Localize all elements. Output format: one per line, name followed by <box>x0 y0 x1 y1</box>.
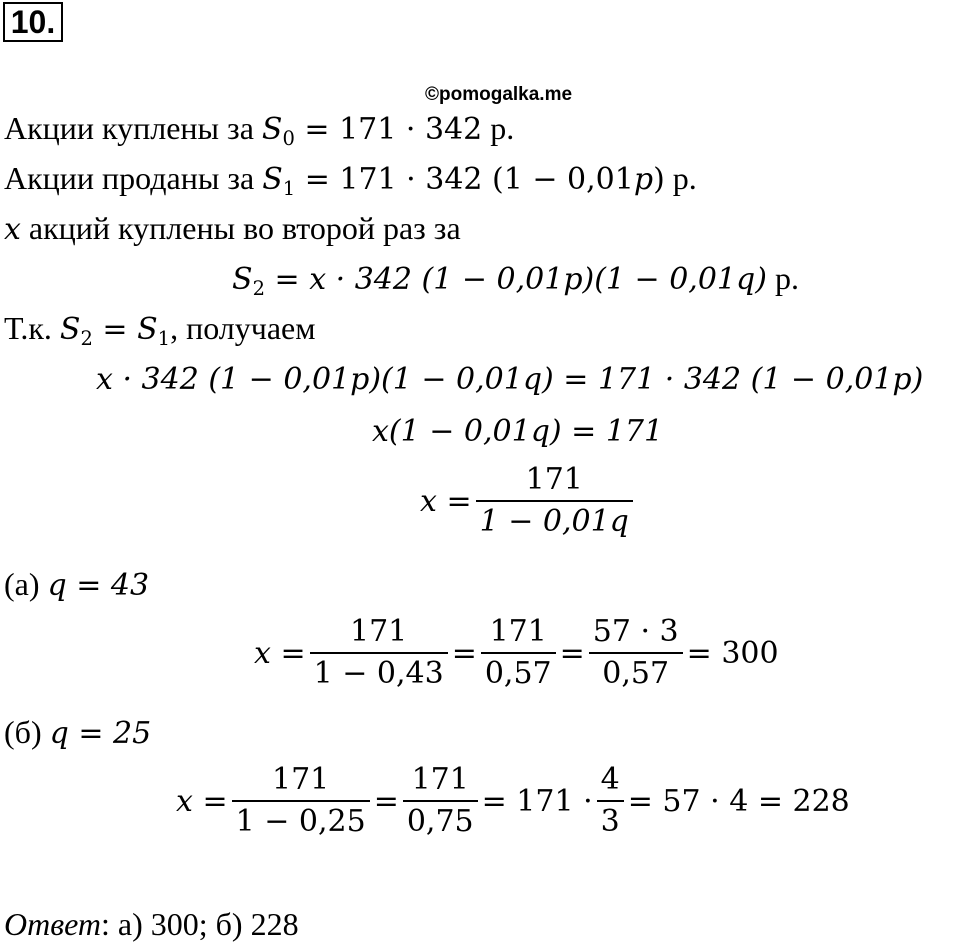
equation-3 <box>420 462 637 540</box>
fraction-numerator: 171 <box>272 762 330 797</box>
var-s: S <box>262 162 283 197</box>
paren-close: ) <box>653 162 665 197</box>
fraction-denominator: 3 <box>600 804 620 839</box>
var-p: p <box>633 162 654 197</box>
fraction-numerator: 171 <box>489 614 547 649</box>
equation-2: x(1 − 0,01q) = 171 <box>372 414 664 449</box>
fraction <box>232 762 370 840</box>
fraction <box>589 614 683 692</box>
fraction-denominator: 0,57 <box>484 656 552 691</box>
line-sold-text: Акции проданы за <box>4 160 263 196</box>
line-bought <box>4 108 514 150</box>
formula-s0: = 171 · 342 <box>294 112 483 147</box>
var-s: S <box>261 112 283 147</box>
line-bought-text: Акции куплены за <box>4 110 262 146</box>
formula-s2-expr: = x · 342 (1 − 0,01p)(1 − 0,01q) <box>264 262 767 297</box>
subscript: 2 <box>80 326 93 350</box>
fraction-denominator: 1 − 0,25 <box>235 804 366 839</box>
fraction <box>403 762 478 840</box>
fraction-numerator: 4 <box>600 762 620 797</box>
var-s: S <box>59 312 81 347</box>
fraction-denominator: 1 − 0,01q <box>479 504 629 539</box>
case-a-condition: q = 43 <box>47 568 150 603</box>
subscript: 1 <box>282 176 296 200</box>
case-b-label <box>4 712 151 754</box>
case-b-marker: (б) <box>4 714 50 750</box>
fraction <box>476 462 633 540</box>
answer-text: : а) 300; б) 228 <box>101 906 299 942</box>
var-s: S <box>232 262 253 297</box>
line-since <box>4 308 316 350</box>
unit-rub: р. <box>664 160 697 196</box>
line-second-purchase <box>4 208 461 250</box>
equals-sign: = <box>559 635 585 671</box>
subscript: 2 <box>252 276 265 300</box>
fraction <box>310 614 448 692</box>
case-b-mid: = 171 · <box>481 783 593 819</box>
var-x: x <box>4 212 21 247</box>
eq3-lhs: x = <box>420 483 472 519</box>
var-s: S <box>137 312 158 347</box>
unit-rub: р. <box>482 110 515 146</box>
case-a-lhs: x = <box>254 635 306 671</box>
problem-number: 10. <box>3 2 63 42</box>
unit-rub: р. <box>766 260 799 296</box>
case-b-lhs: x = <box>176 783 228 819</box>
fraction-denominator: 0,75 <box>406 804 474 839</box>
answer-line <box>4 904 299 944</box>
case-a-result: = 300 <box>686 635 779 671</box>
answer-label: Ответ <box>4 906 101 942</box>
equals-sign: = <box>451 635 477 671</box>
fraction-denominator: 1 − 0,43 <box>313 656 444 691</box>
equals: = <box>92 312 138 347</box>
subscript: 0 <box>282 126 295 150</box>
case-b-result: = 57 · 4 = 228 <box>627 783 850 819</box>
case-a-label <box>4 564 149 606</box>
fraction-numerator: 171 <box>525 462 583 497</box>
fraction-numerator: 171 <box>350 614 408 649</box>
case-a-marker: (а) <box>4 566 48 602</box>
formula-s1: = 171 · 342 (1 − 0,01 <box>295 162 634 197</box>
formula-s2 <box>232 258 799 300</box>
fraction <box>597 762 624 840</box>
line-since-tail: , получаем <box>170 310 316 346</box>
fraction-numerator: 57 · 3 <box>592 614 679 649</box>
fraction <box>481 614 556 692</box>
fraction-numerator: 171 <box>411 762 469 797</box>
case-a-computation <box>254 614 779 692</box>
equals-sign: = <box>373 783 399 819</box>
line-since-text: Т.к. <box>4 310 60 346</box>
case-b-condition: q = 25 <box>49 716 152 751</box>
equation-1: x · 342 (1 − 0,01p)(1 − 0,01q) = 171 · 342 (1 − 0,01p) <box>96 362 924 397</box>
line-second-purchase-text: акций куплены во второй раз за <box>20 210 461 246</box>
case-b-computation <box>176 762 850 840</box>
watermark: ©pomogalka.me <box>425 84 573 105</box>
line-sold <box>4 158 697 200</box>
subscript: 1 <box>157 326 171 350</box>
fraction-denominator: 0,57 <box>602 656 670 691</box>
